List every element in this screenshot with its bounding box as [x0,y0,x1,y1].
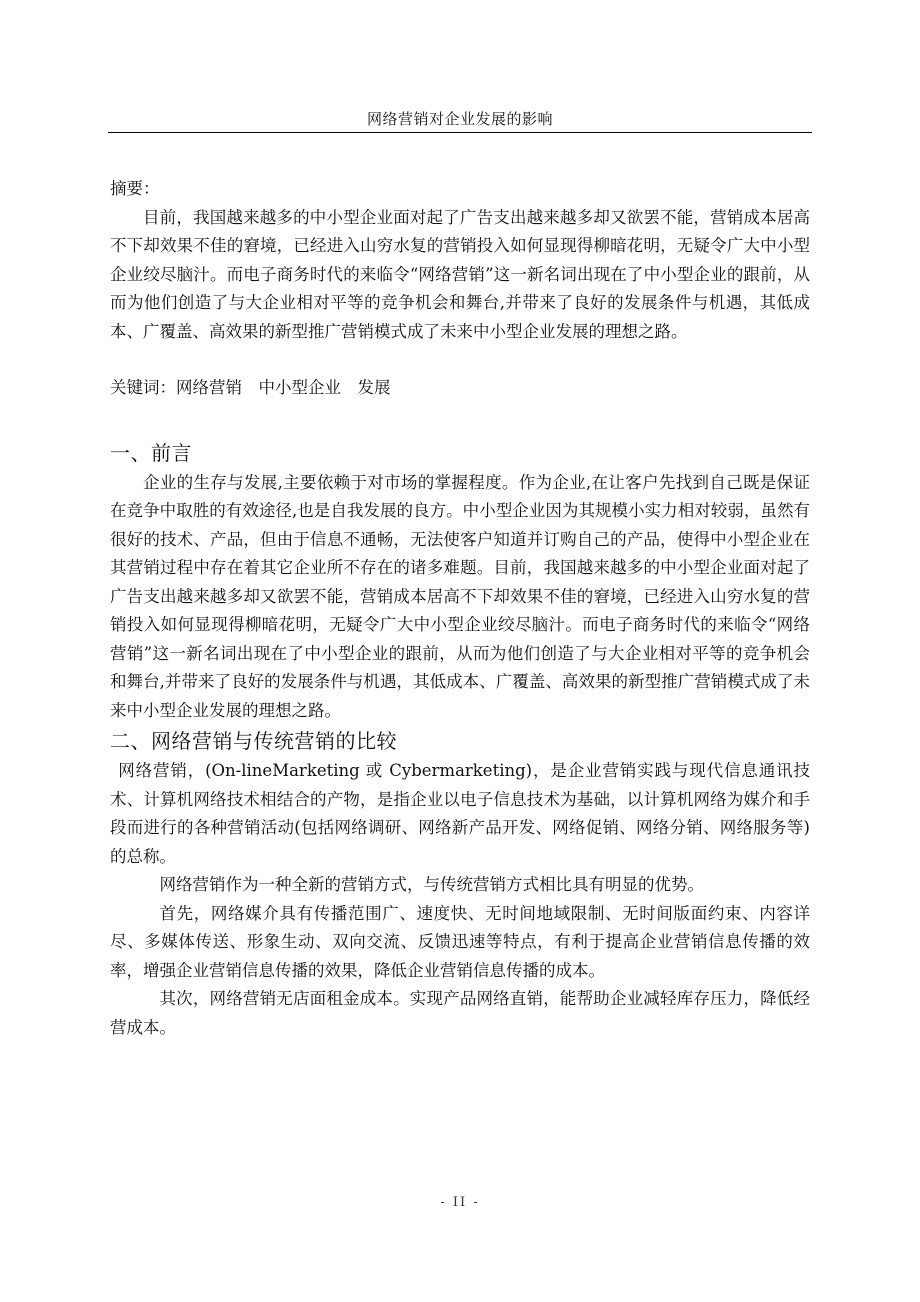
document-body [110,175,810,1042]
intro-paragraph: 企业的生存与发展,主要依赖于对市场的掌握程度。作为企业,在让客户先找到自己既是保证在竞争中取胜的有效途径,也是自我发展的良方。中小型企业因为其规模小实力相对较弱，虽然有很好的技术、产品，但由于信息不通畅，无法使客户知道并订购自己的产品，使得中小型企业在其营销过程中存在着其它企业所不存在的诸多难题。目前，我国越来越多的中小型企业面对起了广告支出越来越多却又欲罢不能，营销成本居高不下却效果不佳的窘境，已经进入山穷水复的营销投入如何显现得柳暗花明，无疑令广大中小型企业绞尽脑汁。而电子商务时代的来临令“网络营销”这一新名词出现在了中小型企业的跟前，从而为他们创造了与大企业相对平等的竞争机会和舞台,并带来了良好的发展条件与机遇，其低成本、广覆盖、高效果的新型推广营销模式成了未来中小型企业发展的理想之路。 [110,472,810,720]
comparison-paragraph-4: 其次，网络营销无店面租金成本。实现产品网络直销，能帮助企业减轻库存压力，降低经营成本。 [110,989,810,1037]
running-header: 网络营销对企业发展的影响 [366,110,553,128]
section-heading-intro: 一、前言 [110,440,192,465]
abstract-paragraph: 目前，我国越来越多的中小型企业面对起了广告支出越来越多却又欲罢不能，营销成本居高不下却效果不佳的窘境，已经进入山穷水复的营销投入如何显现得柳暗花明，无疑令广大中小型企业绞尽脑汁。而电子商务时代的来临令“网络营销”这一新名词出现在了中小型企业的跟前，从而为他们创造了与大企业相对平等的竞争机会和舞台,并带来了良好的发展条件与机遇，其低成本、广覆盖、高效果的新型推广营销模式成了未来中小型企业发展的理想之路。 [110,207,810,341]
page-number: - II - [440,1195,480,1210]
comparison-paragraph-3: 首先，网络媒介具有传播范围广、速度快、无时间地域限制、无时间版面约束、内容详尽、多媒体传送、形象生动、双向交流、反馈迅速等特点，有利于提高企业营销信息传播的效率，增强企业营销信息传播的效果，降低企业营销信息传播的成本。 [110,903,810,980]
comparison-paragraph-1: 网络营销，(On-lineMarketing 或 Cybermarketing)，是企业营销实践与现代信息通讯技术、计算机网络技术相结合的产物，是指企业以电子信息技术为基础，以计算机网络为媒介和手段而进行的各种营销活动(包括网络调研、网络新产品开发、网络促销、网络分销、网络服务等)的总称。 [110,761,810,866]
section-heading-comparison: 二、网络营销与传统营销的比较 [110,729,397,753]
keywords-line: 关键词：网络营销 中小型企业 发展 [110,378,391,397]
comparison-paragraph-2: 网络营销作为一种全新的营销方式，与传统营销方式相比具有明显的优势。 [159,875,704,894]
abstract-label: 摘要： [110,179,160,198]
header-rule [108,132,812,133]
